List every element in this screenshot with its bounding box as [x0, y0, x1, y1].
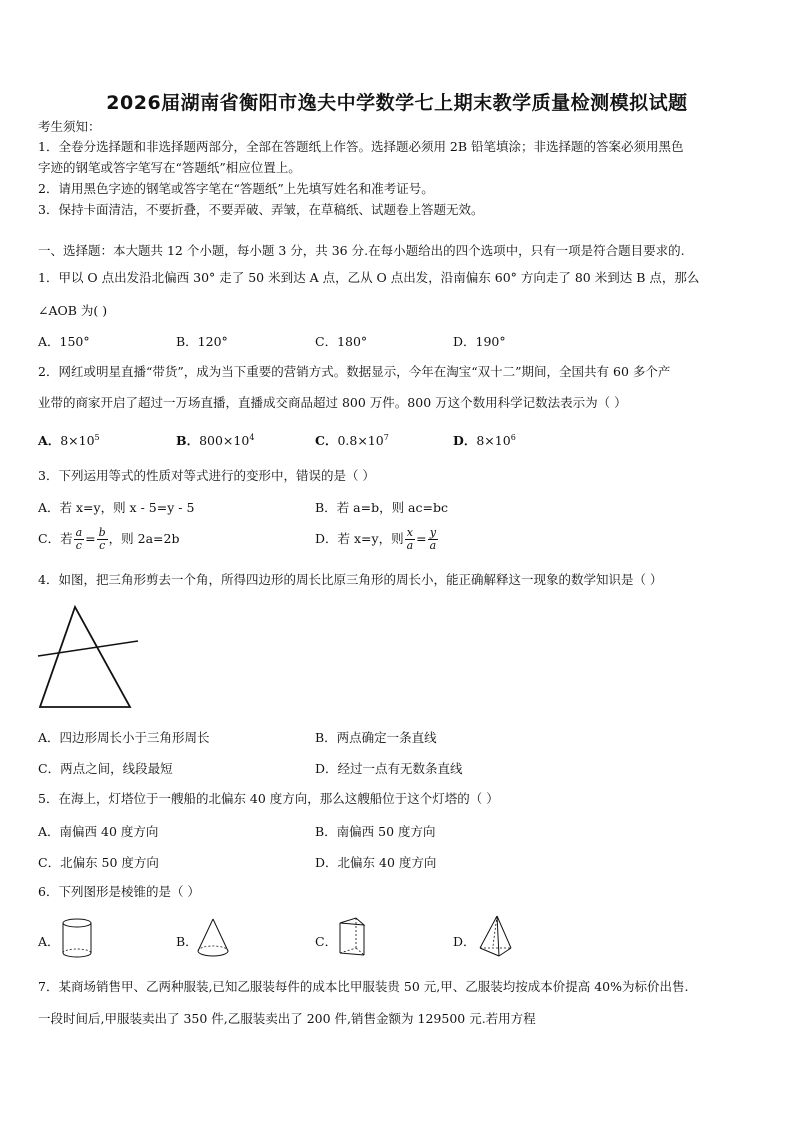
- q1-option-d: D．190°: [453, 334, 506, 349]
- fraction-y-over-a: $\frac{y}{a}$: [429, 526, 437, 552]
- q5-stem: 5．在海上，灯塔位于一艘船的北偏东 40 度方向，那么这艘船位于这个灯塔的（ ）: [38, 791, 499, 806]
- q6-stem: 6．下列图形是棱锥的是（ ）: [38, 884, 200, 899]
- cone-icon: [195, 917, 235, 961]
- section-heading: 一、选择题：本大题共 12 个小题，每小题 3 分，共 36 分.在每小题给出的四个选项中，只有一项是符合题目要求的.: [38, 243, 685, 258]
- q4-option-c: C．两点之间，线段最短: [38, 761, 173, 776]
- fraction-b-over-c: $\frac{b}{c}$: [98, 526, 106, 552]
- notice-item-2: 2．请用黑色字迹的钢笔或答字笔在“答题纸”上先填写姓名和准考证号。: [38, 181, 434, 196]
- q6-option-a-label: A．: [38, 934, 60, 949]
- notice-item-1-cont: 字迹的钢笔或答字笔写在“答题纸”相应位置上。: [38, 160, 301, 175]
- q6-option-c-label: C．: [315, 934, 338, 949]
- q2-stem-line1: 2．网红或明星直播“带货”，成为当下重要的营销方式。数据显示，今年在淘宝“双十二”期间，全国共有 60 多个产: [38, 364, 671, 379]
- q1-option-c: C．180°: [315, 334, 368, 349]
- notice-heading: 考生须知：: [38, 119, 101, 134]
- q2-option-a: A．$8\times 10^5$: [38, 432, 100, 448]
- q3-option-d: D．若 x=y，则 $\frac{x}{a}$ = $\frac{y}{a}$: [315, 526, 437, 552]
- q1-option-b: B．120°: [176, 334, 228, 349]
- q1-stem-line2: ∠AOB 为( ): [38, 303, 108, 318]
- q3-option-b: B．若 a=b，则 ac=bc: [315, 500, 448, 515]
- q4-stem: 4．如图，把三角形剪去一个角，所得四边形的周长比原三角形的周长小，能正确解释这一现象的数学知识是（ ）: [38, 572, 663, 587]
- q5-option-b: B．南偏西 50 度方向: [315, 824, 436, 839]
- q4-option-b: B．两点确定一条直线: [315, 730, 437, 745]
- fraction-x-over-a: $\frac{x}{a}$: [406, 526, 414, 552]
- notice-item-1: 1．全卷分选择题和非选择题两部分，全部在答题纸上作答。选择题必须用 2B 铅笔填涂；非选择题的答案必须用黑色: [38, 139, 684, 154]
- q5-option-d: D．北偏东 40 度方向: [315, 855, 437, 870]
- q5-option-a: A．南偏西 40 度方向: [38, 824, 159, 839]
- pyramid-icon: [477, 914, 517, 960]
- q7-stem-line2: 一段时间后,甲服装卖出了 350 件,乙服装卖出了 200 件,销售金额为 129500 元.若用方程: [38, 1011, 536, 1026]
- q6-option-b-label: B．: [176, 934, 198, 949]
- q7-stem-line1: 7．某商场销售甲、乙两种服装,已知乙服装每件的成本比甲服装贵 50 元,甲、乙服装均按成本价提高 40%为标价出售.: [38, 979, 689, 994]
- q3-stem: 3．下列运用等式的性质对等式进行的变形中，错误的是（ ）: [38, 468, 375, 483]
- cylinder-icon: [60, 917, 96, 961]
- q6-option-d-label: D．: [453, 934, 476, 949]
- q2-option-c: C．$0.8\times 10^7$: [315, 432, 389, 448]
- q2-option-b: B．$800\times 10^4$: [176, 432, 255, 448]
- notice-item-3: 3．保持卡面清洁，不要折叠，不要弄破、弄皱，在草稿纸、试题卷上答题无效。: [38, 202, 484, 217]
- fraction-a-over-c: $\frac{a}{c}$: [75, 526, 83, 552]
- q2-option-d: D．$8\times 10^6$: [453, 432, 516, 448]
- q2-stem-line2: 业带的商家开启了超过一万场直播，直播成交商品超过 800 万件。800 万这个数用科学记数法表示为（ ）: [38, 395, 627, 410]
- q4-option-a: A．四边形周长小于三角形周长: [38, 730, 210, 745]
- q5-option-c: C．北偏东 50 度方向: [38, 855, 159, 870]
- q3-option-c: C．若 $\frac{a}{c}$ = $\frac{b}{c}$ ，则 2a=2b: [38, 526, 180, 552]
- q1-option-a: A．150°: [38, 334, 90, 349]
- triangular-prism-icon: [337, 915, 373, 961]
- q4-option-d: D．经过一点有无数条直线: [315, 761, 463, 776]
- q3-option-a: A．若 x=y，则 x - 5=y - 5: [38, 500, 195, 515]
- q4-triangle-figure: [34, 604, 144, 714]
- page-title: 2026届湖南省衡阳市逸夫中学数学七上期末教学质量检测模拟试题: [106, 92, 688, 114]
- q1-stem-line1: 1．甲以 O 点出发沿北偏西 30° 走了 50 米到达 A 点，乙从 O 点出发，沿南偏东 60° 方向走了 80 米到达 B 点，那么: [38, 270, 700, 285]
